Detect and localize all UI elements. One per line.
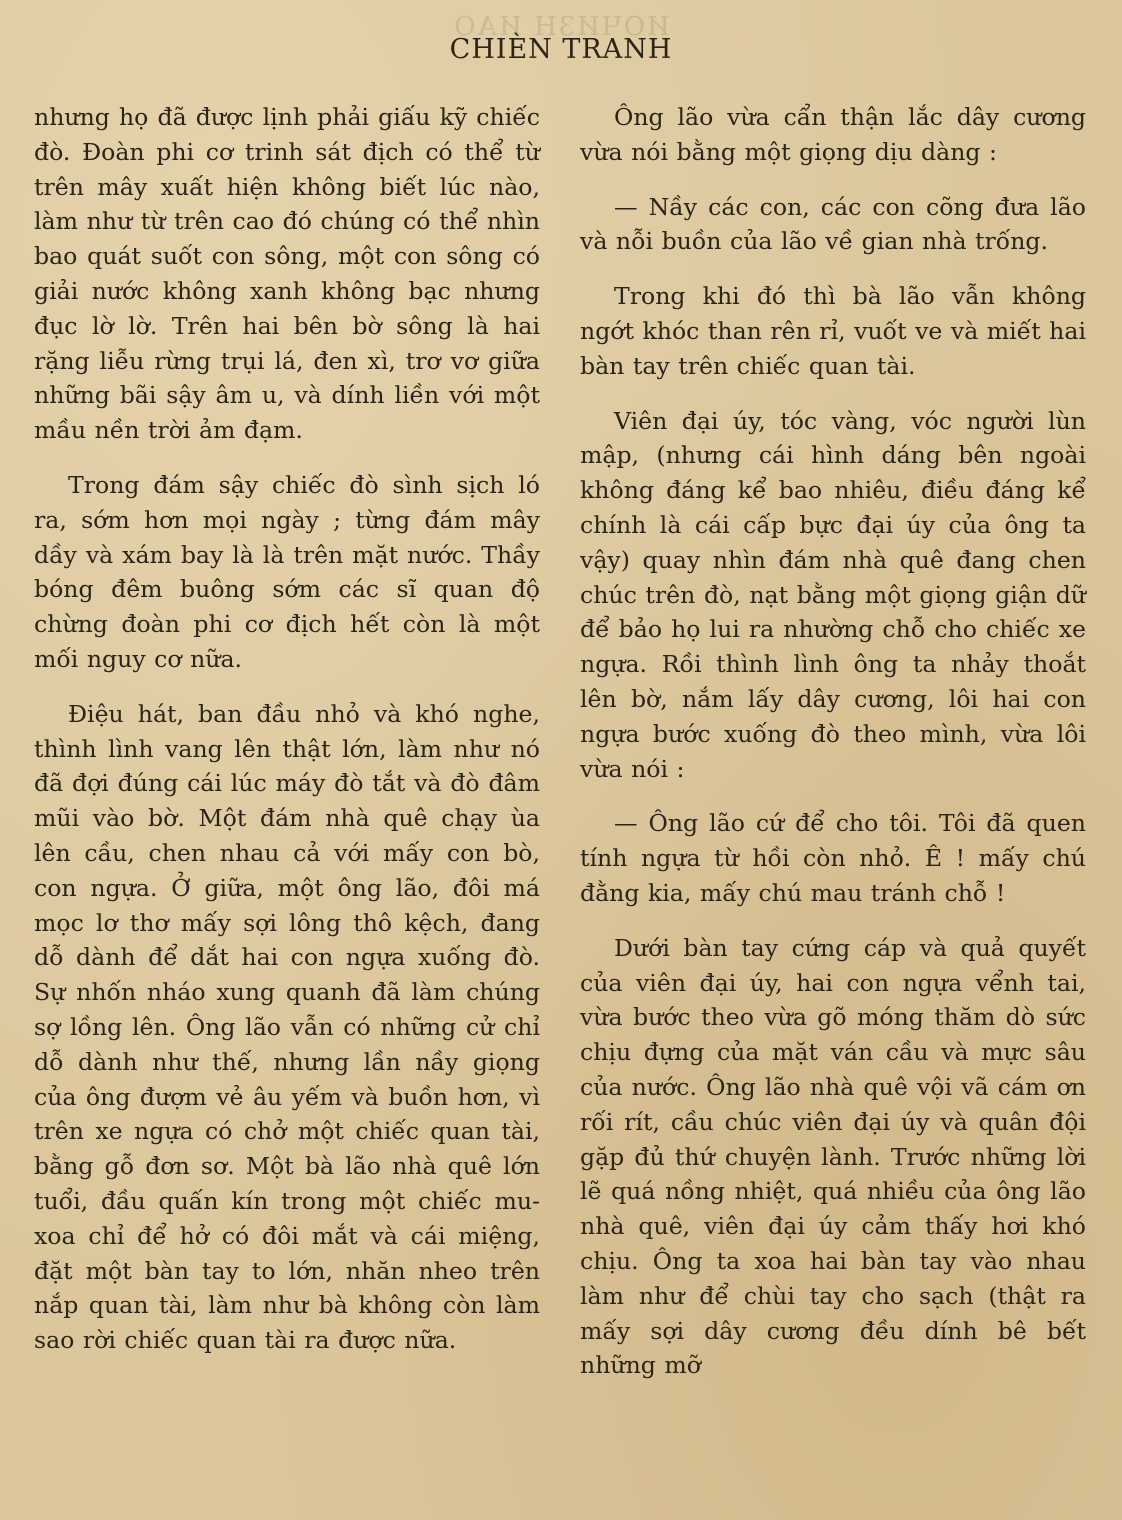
paragraph: nhưng họ đã được lịnh phải giấu kỹ chiếc đò. Đoàn phi cơ trinh sát địch có thể từ trên mây xuất hiện không biết lúc nào, làm như từ trên cao đó chúng có thể nhìn bao quát suốt con sông, một con sông có giải nước không xanh không bạc nhưng đục lờ lờ. Trên hai bên bờ sông là hai rặng liễu rừng trụi lá, đen xì, trơ vơ giữa những bãi sậy âm u, và dính liền với một mầu nền trời ảm đạm. <box>34 103 540 445</box>
paragraph: Trong khi đó thì bà lão vẫn không ngớt khóc than rên rỉ, vuốt ve và miết hai bàn tay trên chiếc quan tài. <box>580 282 1086 380</box>
paragraph: — Nầy các con, các con cõng đưa lão và nỗi buồn của lão về gian nhà trống. <box>580 192 1086 256</box>
page-title: CHIÈN TRANH <box>449 34 673 65</box>
paragraph: Viên đại úy, tóc vàng, vóc người lùn mập, (nhưng cái hình dáng bên ngoài không đáng kể bao nhiêu, điều đáng kể chính là cái cấp bực đại úy của ông ta vậy) quay nhìn đám nhà quê đang chen chúc trên đò, nạt bằng một giọng giận dữ để bảo họ lui ra nhường chỗ cho chiếc xe ngựa. Rồi thình lình ông ta nhảy thoắt lên bờ, nắm lấy dây cương, lôi hai con ngựa bước xuống đò theo mình, vừa lôi vừa nói : <box>580 406 1086 783</box>
left-column <box>34 100 540 1378</box>
bleed-through-text: ИОЧИЗН ИАО <box>452 12 670 42</box>
paragraph: — Ông lão cứ để cho tôi. Tôi đã quen tính ngựa từ hồi còn nhỏ. Ê ! mấy chú đằng kia, mấy chú mau tránh chỗ ! <box>580 809 1086 907</box>
paragraph: Ông lão vừa cẩn thận lắc dây cương vừa nói bằng một giọng dịu dàng : <box>580 103 1086 166</box>
paragraph: Điệu hát, ban đầu nhỏ và khó nghe, thình lình vang lên thật lớn, làm như nó đã đợi đúng cái lúc máy đò tắt và đò đâm mũi vào bờ. Một đám nhà quê chạy ùa lên cầu, chen nhau cả với mấy con bò, con ngựa. Ở giữa, một ông lão, đôi má mọc lơ thơ mấy sợi lông thô kệch, đang dỗ dành để dắt hai con ngựa xuống đò. Sự nhốn nháo xung quanh đã làm chúng sợ lồng lên. Ông lão vẫn có những cử chỉ dỗ dành như thế, nhưng lần nầy giọng của ông đượm vẻ âu yếm và buồn hơn, vì trên xe ngựa có chở một chiếc quan tài, bằng gỗ đơn sơ. Một bà lão nhà quê lớn tuổi, đầu quấn kín trong một chiếc mu-xoa chỉ để hở có đôi mắt và cái miệng, đặt một bàn tay to lớn, nhăn nheo trên nắp quan tài, làm như bà không còn làm sao rời chiếc quan tài ra được nữa. <box>34 699 540 1355</box>
paragraph: Trong đám sậy chiếc đò sình sịch ló ra, sớm hơn mọi ngày ; từng đám mây dầy và xám bay là là trên mặt nước. Thầy bóng đêm buông sớm các sĩ quan độ chừng đoàn phi cơ địch hết còn là một mối nguy cơ nữa. <box>34 470 540 673</box>
paragraph: Dưới bàn tay cứng cáp và quả quyết của viên đại úy, hai con ngựa vểnh tai, vừa bước theo vừa gõ móng thăm dò sức chịu đựng của mặt ván cầu và mực sâu của nước. Ông lão nhà quê vội vã cám ơn rối rít, cầu chúc viên đại úy và quân đội gặp đủ thứ chuyện lành. Trước những lời lẽ quá nồng nhiệt, quá nhiều của ông lão nhà quê, viên đại úy cảm thấy hơi khó chịu. Ông ta xoa hai bàn tay vào nhau làm như để chùi tay cho sạch (thật ra mấy sợi dây cương đều dính bê bết những mỡ <box>580 933 1086 1380</box>
right-column <box>580 100 1086 1403</box>
